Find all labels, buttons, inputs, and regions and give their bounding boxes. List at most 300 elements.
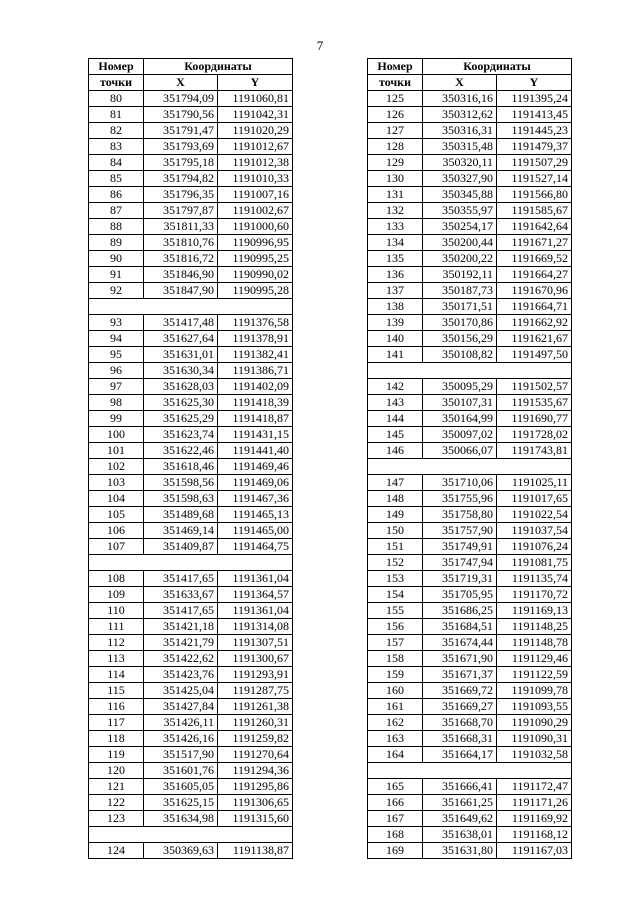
y-coordinate-cell: 1191076,24 [497,539,572,555]
y-coordinate-cell: 1191170,72 [497,587,572,603]
table-row [368,347,572,363]
x-coordinate-cell: 350171,51 [423,299,497,315]
x-coordinate-cell: 350170,86 [423,315,497,331]
y-coordinate-cell: 1191300,67 [218,651,293,667]
x-coordinate-cell: 351421,18 [144,619,218,635]
point-number-cell: 149 [368,507,423,523]
y-coordinate-cell: 1191017,65 [497,491,572,507]
x-coordinate-cell: 351517,90 [144,747,218,763]
y-coordinate-cell: 1191418,39 [218,395,293,411]
x-coordinate-cell: 350320,11 [423,155,497,171]
point-number-cell: 120 [89,763,144,779]
x-coordinate-cell: 350095,29 [423,379,497,395]
y-coordinate-cell: 1191507,29 [497,155,572,171]
point-number-header-2: точки [368,75,423,91]
x-coordinate-cell: 351671,37 [423,667,497,683]
separator-cell [89,827,293,843]
y-coordinate-cell: 1191378,91 [218,331,293,347]
table-body-left [89,91,293,859]
point-number-cell: 151 [368,539,423,555]
y-coordinate-cell: 1191671,27 [497,235,572,251]
point-number-cell: 136 [368,267,423,283]
x-coordinate-cell: 351790,56 [144,107,218,123]
x-coordinate-cell: 351797,87 [144,203,218,219]
x-coordinate-cell: 351674,44 [423,635,497,651]
x-coordinate-cell: 350200,22 [423,251,497,267]
point-number-cell: 137 [368,283,423,299]
point-number-cell: 111 [89,619,144,635]
x-coordinate-cell: 350164,99 [423,411,497,427]
x-coordinate-cell: 351755,96 [423,491,497,507]
y-coordinate-cell: 1191261,38 [218,699,293,715]
point-number-cell: 109 [89,587,144,603]
y-coordinate-cell: 1191294,36 [218,763,293,779]
table-row [368,107,572,123]
x-coordinate-cell: 351847,90 [144,283,218,299]
x-coordinate-cell: 351422,62 [144,651,218,667]
table-row [89,811,293,827]
y-coordinate-cell: 1191012,67 [218,139,293,155]
point-number-cell: 163 [368,731,423,747]
point-number-cell: 118 [89,731,144,747]
point-number-cell: 107 [89,539,144,555]
table-row [368,747,572,763]
coordinates-header: Координаты [144,59,293,75]
point-number-cell: 169 [368,843,423,859]
y-coordinate-cell: 1191469,06 [218,475,293,491]
point-number-cell: 88 [89,219,144,235]
x-coordinate-cell: 350369,63 [144,843,218,859]
y-coordinate-cell: 1191621,67 [497,331,572,347]
point-number-cell: 114 [89,667,144,683]
table-row [89,267,293,283]
x-coordinate-cell: 350345,88 [423,187,497,203]
table-row [368,683,572,699]
x-coordinate-cell: 351705,95 [423,587,497,603]
point-number-cell: 105 [89,507,144,523]
table-row [368,235,572,251]
table-row [89,843,293,859]
y-coordinate-cell: 1191662,92 [497,315,572,331]
x-coordinate-cell: 351426,11 [144,715,218,731]
point-number-cell: 147 [368,475,423,491]
y-coordinate-cell: 1190990,02 [218,267,293,283]
point-number-header: Номер [368,59,423,75]
point-number-cell: 142 [368,379,423,395]
separator-row [89,827,293,843]
x-coordinate-cell: 351421,79 [144,635,218,651]
x-coordinate-cell: 351668,70 [423,715,497,731]
point-number-cell: 110 [89,603,144,619]
point-number-cell: 129 [368,155,423,171]
y-coordinate-cell: 1191000,60 [218,219,293,235]
point-number-cell: 153 [368,571,423,587]
x-coordinate-cell: 350107,31 [423,395,497,411]
x-coordinate-cell: 351630,34 [144,363,218,379]
y-coordinate-cell: 1191464,75 [218,539,293,555]
x-coordinate-cell: 351795,18 [144,155,218,171]
table-row [368,843,572,859]
y-coordinate-cell: 1191010,33 [218,171,293,187]
table-row [368,219,572,235]
table-row [89,635,293,651]
table-row [368,811,572,827]
table-body-right [368,91,572,859]
table-row [368,411,572,427]
y-coordinate-cell: 1191148,78 [497,635,572,651]
table-row [368,635,572,651]
point-number-header: Номер [89,59,144,75]
table-row [368,603,572,619]
point-number-cell: 92 [89,283,144,299]
table-row [368,587,572,603]
table-row [89,715,293,731]
y-coordinate-cell: 1190995,25 [218,251,293,267]
point-number-cell: 91 [89,267,144,283]
point-number-cell: 108 [89,571,144,587]
x-coordinate-cell: 350254,17 [423,219,497,235]
separator-cell [368,763,572,779]
table-row [368,139,572,155]
point-number-cell: 132 [368,203,423,219]
x-coordinate-cell: 351622,46 [144,443,218,459]
table-row [89,427,293,443]
point-number-cell: 85 [89,171,144,187]
page-number: 7 [316,38,324,53]
table-row [89,523,293,539]
table-row [368,203,572,219]
point-number-cell: 168 [368,827,423,843]
point-number-cell: 150 [368,523,423,539]
x-coordinate-cell: 351627,64 [144,331,218,347]
point-number-cell: 103 [89,475,144,491]
y-coordinate-cell: 1191135,74 [497,571,572,587]
y-coordinate-cell: 1191479,37 [497,139,572,155]
point-number-cell: 161 [368,699,423,715]
point-number-cell: 164 [368,747,423,763]
y-coordinate-cell: 1191167,03 [497,843,572,859]
y-header: Y [497,75,572,91]
point-number-cell: 130 [368,171,423,187]
y-coordinate-cell: 1191364,57 [218,587,293,603]
x-coordinate-cell: 351625,15 [144,795,218,811]
y-header: Y [218,75,293,91]
x-coordinate-cell: 351686,25 [423,603,497,619]
x-coordinate-cell: 351469,14 [144,523,218,539]
coordinates-table-right [367,58,572,859]
point-number-cell: 165 [368,779,423,795]
y-coordinate-cell: 1191042,31 [218,107,293,123]
x-coordinate-cell: 351796,35 [144,187,218,203]
table-row [368,523,572,539]
x-coordinate-cell: 350355,97 [423,203,497,219]
point-number-cell: 166 [368,795,423,811]
point-number-cell: 124 [89,843,144,859]
point-number-cell: 162 [368,715,423,731]
point-number-cell: 117 [89,715,144,731]
x-coordinate-cell: 351425,04 [144,683,218,699]
point-number-cell: 134 [368,235,423,251]
table-row [89,139,293,155]
table-row [368,299,572,315]
x-coordinate-cell: 350327,90 [423,171,497,187]
table-row [368,475,572,491]
y-coordinate-cell: 1191418,87 [218,411,293,427]
y-coordinate-cell: 1191497,50 [497,347,572,363]
y-coordinate-cell: 1191037,54 [497,523,572,539]
x-coordinate-cell: 351426,16 [144,731,218,747]
x-coordinate-cell: 351638,01 [423,827,497,843]
table-row [368,699,572,715]
y-coordinate-cell: 1191002,67 [218,203,293,219]
table-row [89,219,293,235]
y-coordinate-cell: 1191402,09 [218,379,293,395]
point-number-cell: 159 [368,667,423,683]
y-coordinate-cell: 1191168,12 [497,827,572,843]
table-row [368,491,572,507]
point-number-cell: 84 [89,155,144,171]
table-row [368,171,572,187]
point-number-cell: 144 [368,411,423,427]
y-coordinate-cell: 1191099,78 [497,683,572,699]
table-row [89,107,293,123]
point-number-cell: 99 [89,411,144,427]
x-coordinate-cell: 351810,76 [144,235,218,251]
table-row [89,171,293,187]
table-row [89,475,293,491]
point-number-cell: 157 [368,635,423,651]
table-row [368,91,572,107]
y-coordinate-cell: 1191527,14 [497,171,572,187]
table-row [368,555,572,571]
x-coordinate-cell: 351489,68 [144,507,218,523]
x-coordinate-cell: 350066,07 [423,443,497,459]
point-number-cell: 156 [368,619,423,635]
table-row [89,347,293,363]
table-row [89,539,293,555]
point-number-cell: 160 [368,683,423,699]
table-row [368,267,572,283]
table-row [368,155,572,171]
y-coordinate-cell: 1191060,81 [218,91,293,107]
point-number-cell: 112 [89,635,144,651]
point-number-cell: 123 [89,811,144,827]
point-number-cell: 97 [89,379,144,395]
table-row [89,363,293,379]
y-coordinate-cell: 1191025,11 [497,475,572,491]
table-row [89,507,293,523]
table-row [368,715,572,731]
y-coordinate-cell: 1191295,86 [218,779,293,795]
point-number-cell: 101 [89,443,144,459]
y-coordinate-cell: 1191664,27 [497,267,572,283]
x-coordinate-cell: 350156,29 [423,331,497,347]
point-number-cell: 125 [368,91,423,107]
point-number-cell: 100 [89,427,144,443]
point-number-cell: 143 [368,395,423,411]
x-header: X [423,75,497,91]
y-coordinate-cell: 1191690,77 [497,411,572,427]
table-row [368,507,572,523]
point-number-cell: 167 [368,811,423,827]
y-coordinate-cell: 1191293,91 [218,667,293,683]
table-row [368,251,572,267]
x-coordinate-cell: 351757,90 [423,523,497,539]
table-row [89,283,293,299]
point-number-cell: 80 [89,91,144,107]
table-row [89,683,293,699]
table-row [89,731,293,747]
point-number-cell: 155 [368,603,423,619]
table-row [368,331,572,347]
table-row [89,187,293,203]
separator-row [368,363,572,379]
y-coordinate-cell: 1191445,23 [497,123,572,139]
y-coordinate-cell: 1191307,51 [218,635,293,651]
point-number-cell: 152 [368,555,423,571]
x-coordinate-cell: 351719,31 [423,571,497,587]
separator-cell [89,299,293,315]
x-coordinate-cell: 350187,73 [423,283,497,299]
point-number-cell: 138 [368,299,423,315]
x-coordinate-cell: 351634,98 [144,811,218,827]
table-row [368,779,572,795]
table-row [368,395,572,411]
x-coordinate-cell: 351666,41 [423,779,497,795]
x-coordinate-cell: 351668,31 [423,731,497,747]
y-coordinate-cell: 1191585,67 [497,203,572,219]
y-coordinate-cell: 1191361,04 [218,603,293,619]
table-row [89,395,293,411]
table-row [89,603,293,619]
point-number-cell: 89 [89,235,144,251]
point-number-cell: 145 [368,427,423,443]
point-number-cell: 133 [368,219,423,235]
table-row [89,699,293,715]
x-coordinate-cell: 351598,56 [144,475,218,491]
point-number-cell: 126 [368,107,423,123]
y-coordinate-cell: 1191007,16 [218,187,293,203]
y-coordinate-cell: 1191287,75 [218,683,293,699]
x-coordinate-cell: 351417,65 [144,603,218,619]
x-coordinate-cell: 351417,48 [144,315,218,331]
y-coordinate-cell: 1191260,31 [218,715,293,731]
separator-row [368,459,572,475]
y-coordinate-cell: 1191315,60 [218,811,293,827]
x-coordinate-cell: 351758,80 [423,507,497,523]
y-coordinate-cell: 1191171,26 [497,795,572,811]
table-row [368,123,572,139]
x-coordinate-cell: 351793,69 [144,139,218,155]
y-coordinate-cell: 1191441,40 [218,443,293,459]
point-number-cell: 135 [368,251,423,267]
table-row [89,619,293,635]
x-coordinate-cell: 351605,05 [144,779,218,795]
table-row [89,667,293,683]
x-coordinate-cell: 350312,62 [423,107,497,123]
x-coordinate-cell: 351794,82 [144,171,218,187]
point-number-header-2: точки [89,75,144,91]
point-number-cell: 94 [89,331,144,347]
table-row [368,571,572,587]
table-row [368,667,572,683]
x-coordinate-cell: 351628,03 [144,379,218,395]
table-row [368,315,572,331]
y-coordinate-cell: 1191148,25 [497,619,572,635]
table-row [89,203,293,219]
y-coordinate-cell: 1191413,45 [497,107,572,123]
y-coordinate-cell: 1191020,29 [218,123,293,139]
x-coordinate-cell: 351816,72 [144,251,218,267]
point-number-cell: 119 [89,747,144,763]
point-number-cell: 139 [368,315,423,331]
table-row [368,731,572,747]
point-number-cell: 102 [89,459,144,475]
y-coordinate-cell: 1191138,87 [218,843,293,859]
table-row [368,827,572,843]
point-number-cell: 81 [89,107,144,123]
point-number-cell: 113 [89,651,144,667]
point-number-cell: 95 [89,347,144,363]
x-coordinate-cell: 351427,84 [144,699,218,715]
point-number-cell: 104 [89,491,144,507]
table-row [89,491,293,507]
table-row [368,443,572,459]
y-coordinate-cell: 1191090,29 [497,715,572,731]
y-coordinate-cell: 1191467,36 [218,491,293,507]
table-row [89,747,293,763]
table-row [368,651,572,667]
x-coordinate-cell: 351684,51 [423,619,497,635]
x-coordinate-cell: 351625,30 [144,395,218,411]
y-coordinate-cell: 1191465,00 [218,523,293,539]
y-coordinate-cell: 1191122,59 [497,667,572,683]
point-number-cell: 121 [89,779,144,795]
table-row [89,331,293,347]
y-coordinate-cell: 1191465,13 [218,507,293,523]
table-row [89,571,293,587]
x-coordinate-cell: 351601,76 [144,763,218,779]
y-coordinate-cell: 1191090,31 [497,731,572,747]
table-row [89,587,293,603]
x-coordinate-cell: 351749,91 [423,539,497,555]
table-row [368,187,572,203]
point-number-cell: 115 [89,683,144,699]
separator-row [89,555,293,571]
y-coordinate-cell: 1191361,04 [218,571,293,587]
x-coordinate-cell: 351811,33 [144,219,218,235]
x-coordinate-cell: 351710,06 [423,475,497,491]
x-coordinate-cell: 351661,25 [423,795,497,811]
point-number-cell: 141 [368,347,423,363]
x-coordinate-cell: 350097,02 [423,427,497,443]
point-number-cell: 86 [89,187,144,203]
point-number-cell: 131 [368,187,423,203]
y-coordinate-cell: 1191669,52 [497,251,572,267]
x-coordinate-cell: 351669,27 [423,699,497,715]
table-row [89,411,293,427]
x-coordinate-cell: 351669,72 [423,683,497,699]
y-coordinate-cell: 1191376,58 [218,315,293,331]
point-number-cell: 154 [368,587,423,603]
x-coordinate-cell: 351625,29 [144,411,218,427]
x-coordinate-cell: 350192,11 [423,267,497,283]
y-coordinate-cell: 1191728,02 [497,427,572,443]
y-coordinate-cell: 1191032,58 [497,747,572,763]
point-number-cell: 116 [89,699,144,715]
y-coordinate-cell: 1191314,08 [218,619,293,635]
point-number-cell: 140 [368,331,423,347]
